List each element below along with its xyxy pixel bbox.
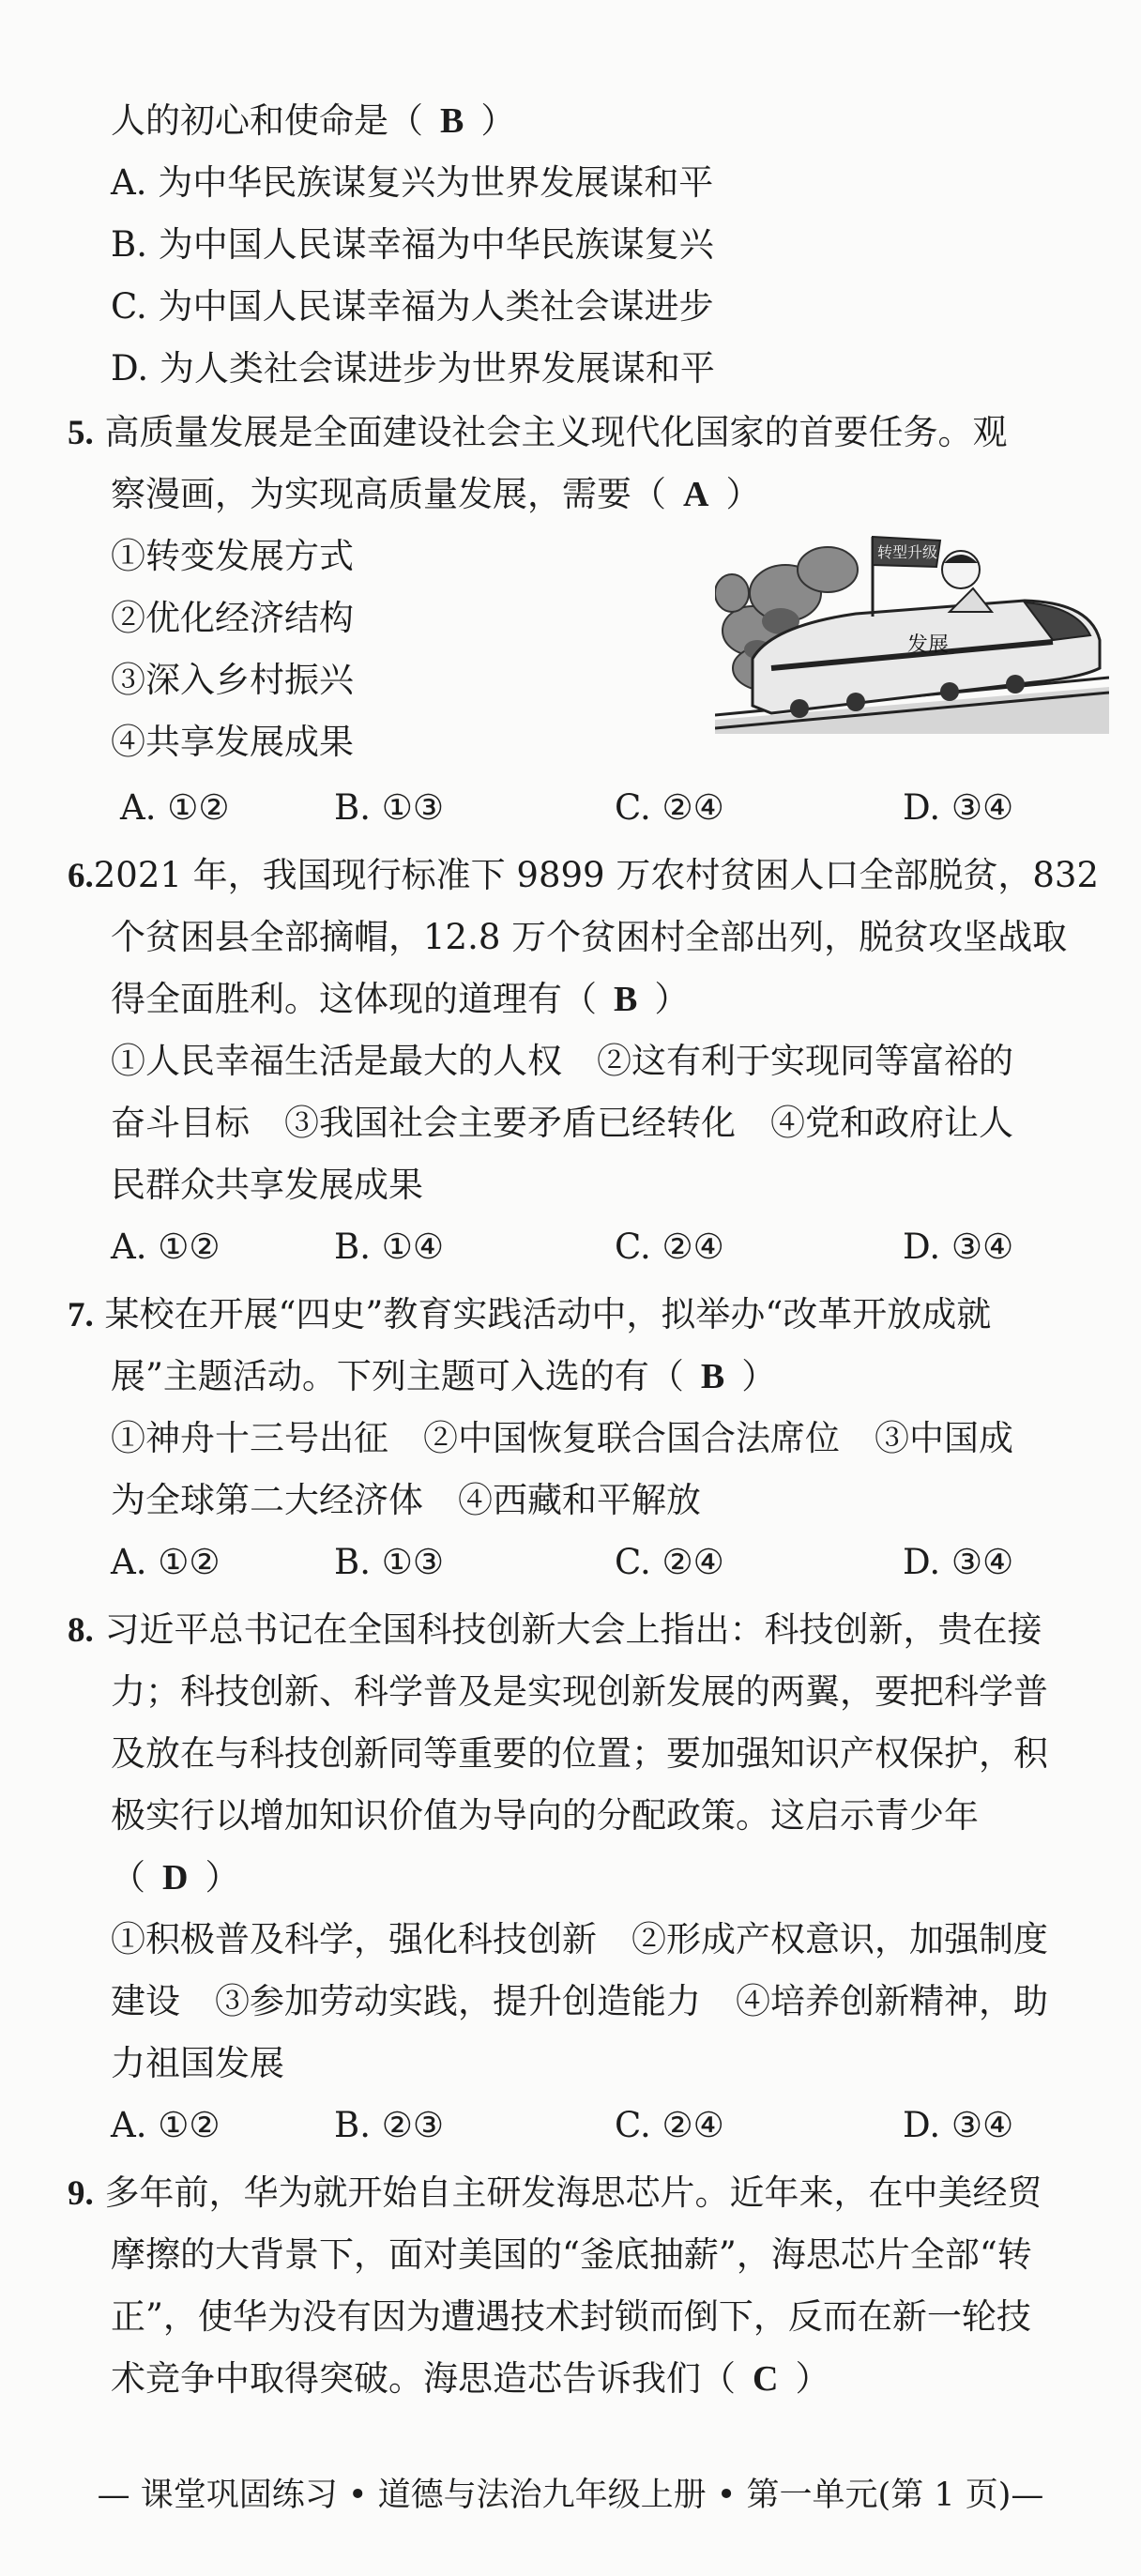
q5-line2: 察漫画，为实现高质量发展，需要（ A ） (111, 474, 761, 514)
q8-line2: 力；科技创新、科学普及是实现创新发展的两翼，要把科学普 (111, 1671, 1048, 1712)
cartoon-train-text: 发展 (907, 633, 950, 657)
q8-line8: 力祖国发展 (111, 2043, 284, 2083)
q7-line3: ①神舟十三号出征 ②中国恢复联合国合法席位 ③中国成 (111, 1418, 1013, 1458)
q7-line4: 为全球第二大经济体 ④西藏和平解放 (111, 1480, 701, 1520)
page-footer: — 课堂巩固练习 • 道德与法治九年级上册 • 第一单元(第 1 页)— (97, 2477, 1044, 2514)
q6-line3: 得全面胜利。这体现的道理有（ B ） (111, 979, 690, 1019)
q7-line2: 展”主题活动。下列主题可入选的有（ B ） (111, 1356, 777, 1396)
q7-number: 7. (68, 1296, 94, 1334)
q9-answer: C (753, 2359, 779, 2399)
q7-choice-d: D. ③④ (903, 1542, 1014, 1582)
q9-line4: 术竞争中取得突破。海思造芯告诉我们（ C ） (111, 2358, 830, 2399)
q6-line2: 个贫困县全部摘帽，12.8 万个贫困村全部出列，脱贫攻坚战取 (111, 917, 1068, 957)
q6-choice-b: B. ①④ (334, 1227, 445, 1267)
q6-line4: ①人民幸福生活是最大的人权 ②这有利于实现同等富裕的 (111, 1041, 1013, 1081)
q5-answer: A (683, 475, 709, 514)
q5-choice-c: C. ②④ (615, 787, 724, 828)
q9-line3: 正”，使华为没有因为遭遇技术封锁而倒下，反而在新一轮技 (111, 2296, 1031, 2337)
q5-item-3: ③深入乡村振兴 (111, 660, 354, 700)
q6-choice-a: A. ①② (111, 1227, 221, 1267)
q6-choice-c: C. ②④ (615, 1227, 724, 1267)
q8-line3: 及放在与科技创新同等重要的位置；要加强知识产权保护，积 (111, 1733, 1048, 1774)
q8-choice-c: C. ②④ (615, 2105, 724, 2145)
q6-line1: 6.2021 年，我国现行标准下 9899 万农村贫困人口全部脱贫，832 (68, 855, 1099, 895)
q9-line2: 摩擦的大背景下，面对美国的“釜底抽薪”，海思芯片全部“转 (111, 2234, 1032, 2275)
q8-line5: （ D ） (111, 1857, 240, 1898)
q4-answer: B (440, 101, 464, 141)
q6-number: 6. (68, 857, 94, 895)
q5-choice-d: D. ③④ (903, 787, 1014, 828)
q4-option-b: B. 为中国人民谋幸福为中华民族谋复兴 (111, 224, 714, 265)
q5-item-1: ①转变发展方式 (111, 536, 354, 576)
q8-line7: 建设 ③参加劳动实践，提升创造能力 ④培养创新精神，助 (111, 1981, 1048, 2021)
q9-number: 9. (68, 2174, 94, 2213)
q8-answer: D (162, 1858, 189, 1898)
q5-choice-b: B. ①③ (334, 787, 445, 828)
q8-choice-b: B. ②③ (334, 2105, 445, 2145)
q5-line1: 5. 高质量发展是全面建设社会主义现代化国家的首要任务。观 (68, 412, 1008, 452)
cartoon-flag-text: 转型升级 (877, 543, 938, 561)
q8-choice-a: A. ①② (111, 2105, 221, 2145)
q7-answer: B (700, 1357, 725, 1396)
q5-number: 5. (68, 414, 94, 452)
q8-number: 8. (68, 1611, 94, 1650)
q6-line5: 奋斗目标 ③我国社会主要矛盾已经转化 ④党和政府让人 (111, 1103, 1013, 1143)
q4-stem: 人的初心和使命是（ B ） (111, 100, 516, 141)
q5-item-2: ②优化经济结构 (111, 598, 354, 638)
q7-choice-b: B. ①③ (334, 1542, 445, 1582)
q8-line4: 极实行以增加知识价值为导向的分配政策。这启示青少年 (111, 1795, 979, 1836)
q6-choice-d: D. ③④ (903, 1227, 1014, 1267)
q5-cartoon-image (715, 527, 1109, 734)
q4-option-c: C. 为中国人民谋幸福为人类社会谋进步 (111, 286, 714, 327)
q5-item-4: ④共享发展成果 (111, 722, 354, 762)
q8-line6: ①积极普及科学，强化科技创新 ②形成产权意识，加强制度 (111, 1919, 1048, 1959)
q4-option-a: A. 为中华民族谋复兴为世界发展谋和平 (111, 162, 714, 203)
q8-line1: 8. 习近平总书记在全国科技创新大会上指出：科技创新，贵在接 (68, 1609, 1042, 1650)
q5-choice-a: A. ①② (120, 787, 230, 828)
q7-choice-c: C. ②④ (615, 1542, 724, 1582)
q9-line1: 9. 多年前，华为就开始自主研发海思芯片。近年来，在中美经贸 (68, 2172, 1042, 2213)
q6-line6: 民群众共享发展成果 (111, 1165, 423, 1205)
q4-option-d: D. 为人类社会谋进步为世界发展谋和平 (111, 348, 715, 389)
q8-choice-d: D. ③④ (903, 2105, 1014, 2145)
q6-answer: B (614, 980, 638, 1019)
q7-choice-a: A. ①② (111, 1542, 221, 1582)
q7-line1: 7. 某校在开展“四史”教育实践活动中，拟举办“改革开放成就 (68, 1294, 992, 1334)
